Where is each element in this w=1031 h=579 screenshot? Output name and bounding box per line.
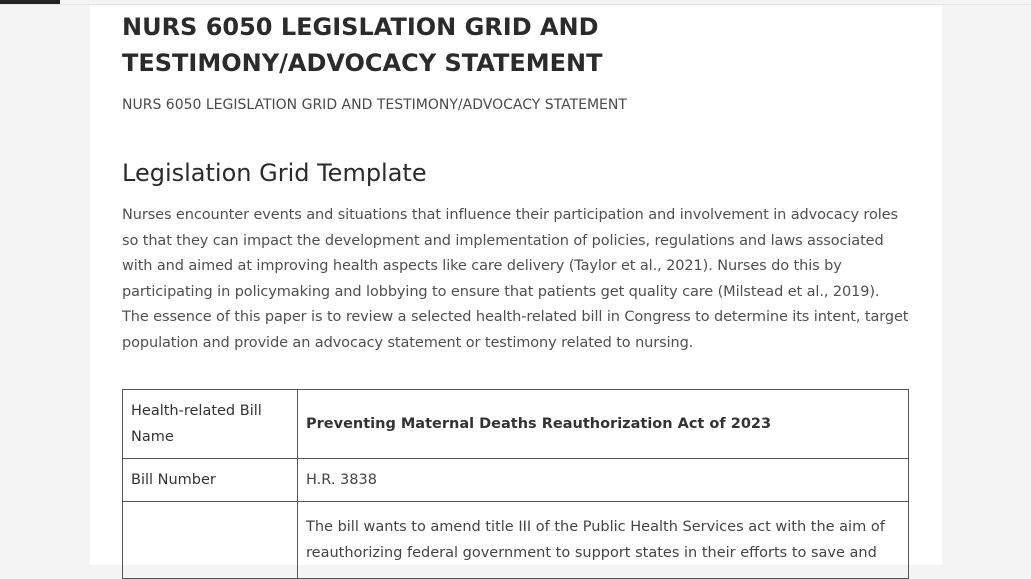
table-row <box>123 458 909 501</box>
table-row <box>123 389 909 458</box>
row-value: Preventing Maternal Deaths Reauthorization Act of 2023 <box>298 389 909 458</box>
row-label: Bill Number <box>123 458 298 501</box>
intro-paragraph: Nurses encounter events and situations that influence their participation and involvement in advocacy roles so that they can impact the development and implementation of policies, regulations and laws associated with and aimed at improving health aspects like care delivery (Taylor et al., 2021). Nurses do this by participating in policymaking and lobbying to ensure that patients get quality care (Milstead et al., 2019). The essence of this paper is to review a selected health-related bill in Congress to determine its intent, target population and provide an advocacy statement or testimony related to nursing. <box>122 207 909 351</box>
row-label <box>123 501 298 578</box>
article-content <box>122 5 909 579</box>
section-heading: Legislation Grid Template <box>122 159 427 187</box>
article-page <box>90 5 942 565</box>
table-row <box>123 501 909 578</box>
row-label: Health-related Bill Name <box>123 389 298 458</box>
row-value: H.R. 3838 <box>298 458 909 501</box>
article-subtitle: NURS 6050 LEGISLATION GRID AND TESTIMONY/ADVOCACY STATEMENT <box>122 97 627 113</box>
top-bar-accent <box>0 0 60 4</box>
legislation-grid <box>122 389 909 579</box>
article-title: NURS 6050 LEGISLATION GRID AND TESTIMONY/ADVOCACY STATEMENT <box>122 13 603 77</box>
row-value: The bill wants to amend title III of the Public Health Services act with the aim of reauthorizing federal government to support states in their efforts to save and <box>298 501 909 578</box>
